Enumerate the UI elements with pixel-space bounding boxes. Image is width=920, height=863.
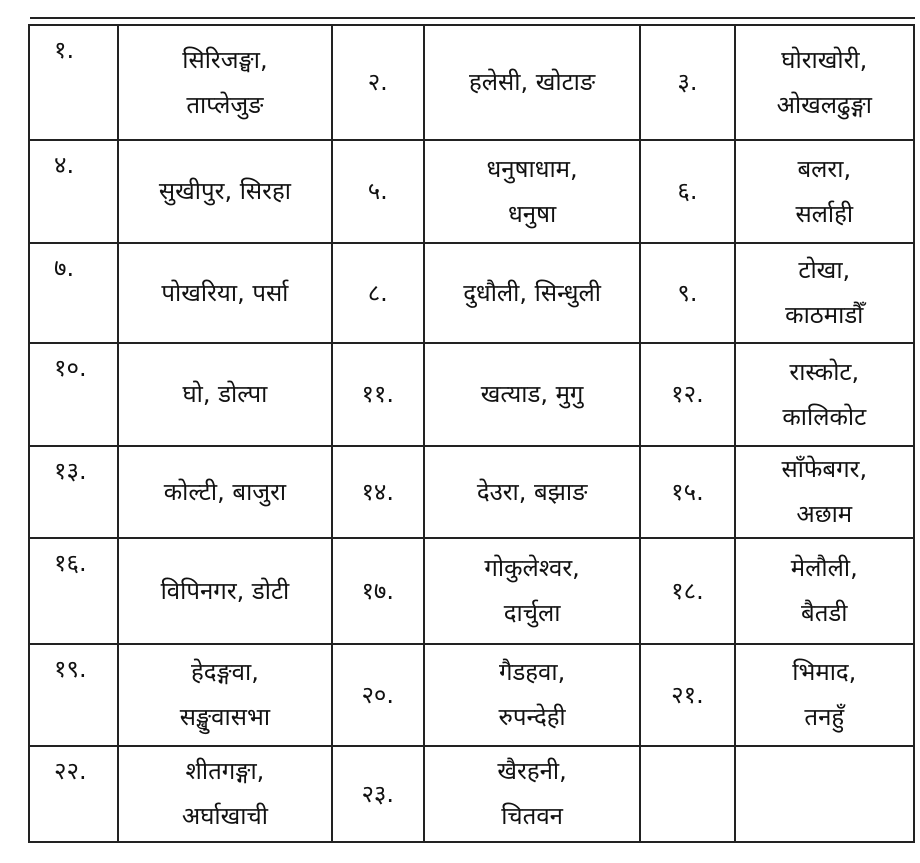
table-row: [29, 746, 914, 842]
row-number: १.: [29, 25, 118, 140]
place-cell: [118, 243, 331, 343]
place-cell: [424, 644, 640, 746]
place-text: कोल्टी, बाजुरा: [163, 477, 287, 506]
place-text: गैडहवा,: [498, 658, 566, 686]
place-cell: [118, 538, 331, 644]
place-text: बैतडी: [801, 599, 848, 627]
place-text: विपिनगर, डोटी: [160, 576, 290, 605]
place-text: रास्कोट,: [789, 357, 860, 386]
place-text: सिरिजङ्घा,: [182, 45, 268, 74]
place-cell: [118, 25, 331, 140]
entry-number: १४.: [332, 446, 424, 538]
place-cell: [118, 343, 331, 446]
place-text: ताप्लेजुङ: [186, 90, 264, 119]
place-text: चितवन: [501, 802, 563, 830]
place-text: पोखरिया, पर्सा: [161, 278, 289, 307]
place-text: घो, डोल्पा: [182, 380, 268, 408]
place-text: सङ्खुवासभा: [179, 703, 271, 731]
row-number: १०.: [29, 343, 118, 446]
entry-number: २.: [332, 25, 424, 140]
place-cell: [424, 140, 640, 243]
entry-number: [640, 746, 734, 842]
place-cell: [118, 446, 331, 538]
entry-number: ८.: [332, 243, 424, 343]
place-text: धनुषाधाम,: [486, 154, 578, 183]
top-rule: [30, 17, 915, 19]
place-text: कालिकोट: [782, 402, 867, 431]
row-number: २२.: [29, 746, 118, 842]
place-text: देउरा, बझाङ: [476, 477, 588, 506]
entry-number: १२.: [640, 343, 734, 446]
place-text: सुखीपुर, सिरहा: [158, 177, 291, 205]
place-cell: [424, 243, 640, 343]
place-text: अर्घाखाची: [181, 802, 268, 830]
place-cell: [735, 243, 914, 343]
row-number: ७.: [29, 243, 118, 343]
row-number: १६.: [29, 538, 118, 644]
row-number: १९.: [29, 644, 118, 746]
row-number: १३.: [29, 446, 118, 538]
place-text: तनहुँ: [804, 703, 845, 731]
place-text: शीतगङ्गा,: [185, 757, 265, 785]
place-text: दुधौली, सिन्धुली: [463, 278, 601, 307]
row-number: ४.: [29, 140, 118, 243]
place-text: अछाम: [796, 500, 853, 528]
place-cell: [735, 140, 914, 243]
place-text: खत्याड, मुगु: [480, 380, 584, 408]
entry-number: १७.: [332, 538, 424, 644]
table-row: [29, 538, 914, 644]
entry-number: ५.: [332, 140, 424, 243]
entry-number: ९.: [640, 243, 734, 343]
place-cell: [735, 343, 914, 446]
place-text: काठमाडौँ: [785, 301, 864, 329]
place-text: बलरा,: [797, 154, 852, 183]
table-row: [29, 446, 914, 538]
place-text: घोराखोरी,: [781, 45, 868, 74]
table-body: [29, 25, 914, 842]
place-cell: [118, 140, 331, 243]
place-cell: [424, 538, 640, 644]
place-text: मेलौली,: [790, 554, 858, 582]
place-cell: [424, 343, 640, 446]
place-cell: [424, 25, 640, 140]
place-cell: [118, 644, 331, 746]
place-cell: [118, 746, 331, 842]
entry-number: २०.: [332, 644, 424, 746]
place-text: भिमाद,: [792, 658, 857, 686]
place-cell: [424, 746, 640, 842]
place-text: धनुषा: [508, 199, 557, 228]
place-text: सर्लाही: [795, 199, 854, 228]
place-cell: [735, 746, 914, 842]
entry-number: ६.: [640, 140, 734, 243]
place-text: गोकुलेश्वर,: [484, 554, 580, 582]
place-text: दार्चुला: [503, 599, 561, 627]
table-row: [29, 343, 914, 446]
table-row: [29, 140, 914, 243]
entry-number: ३.: [640, 25, 734, 140]
places-table: [28, 24, 915, 843]
table-row: [29, 644, 914, 746]
place-text: हेदङ्गवा,: [190, 658, 259, 686]
place-cell: [424, 446, 640, 538]
entry-number: १५.: [640, 446, 734, 538]
place-cell: [735, 25, 914, 140]
place-cell: [735, 538, 914, 644]
entry-number: ११.: [332, 343, 424, 446]
place-text: रुपन्देही: [498, 703, 566, 731]
entry-number: २३.: [332, 746, 424, 842]
entry-number: २१.: [640, 644, 734, 746]
place-cell: [735, 644, 914, 746]
table-row: [29, 25, 914, 140]
place-text: खैरहनी,: [497, 757, 567, 785]
place-text: साँफेबगर,: [781, 455, 868, 483]
place-text: हलेसी, खोटाङ: [469, 68, 596, 96]
place-text: टोखा,: [798, 256, 851, 284]
entry-number: १८.: [640, 538, 734, 644]
place-cell: [735, 446, 914, 538]
table-row: [29, 243, 914, 343]
place-text: ओखलढुङ्गा: [776, 90, 872, 119]
